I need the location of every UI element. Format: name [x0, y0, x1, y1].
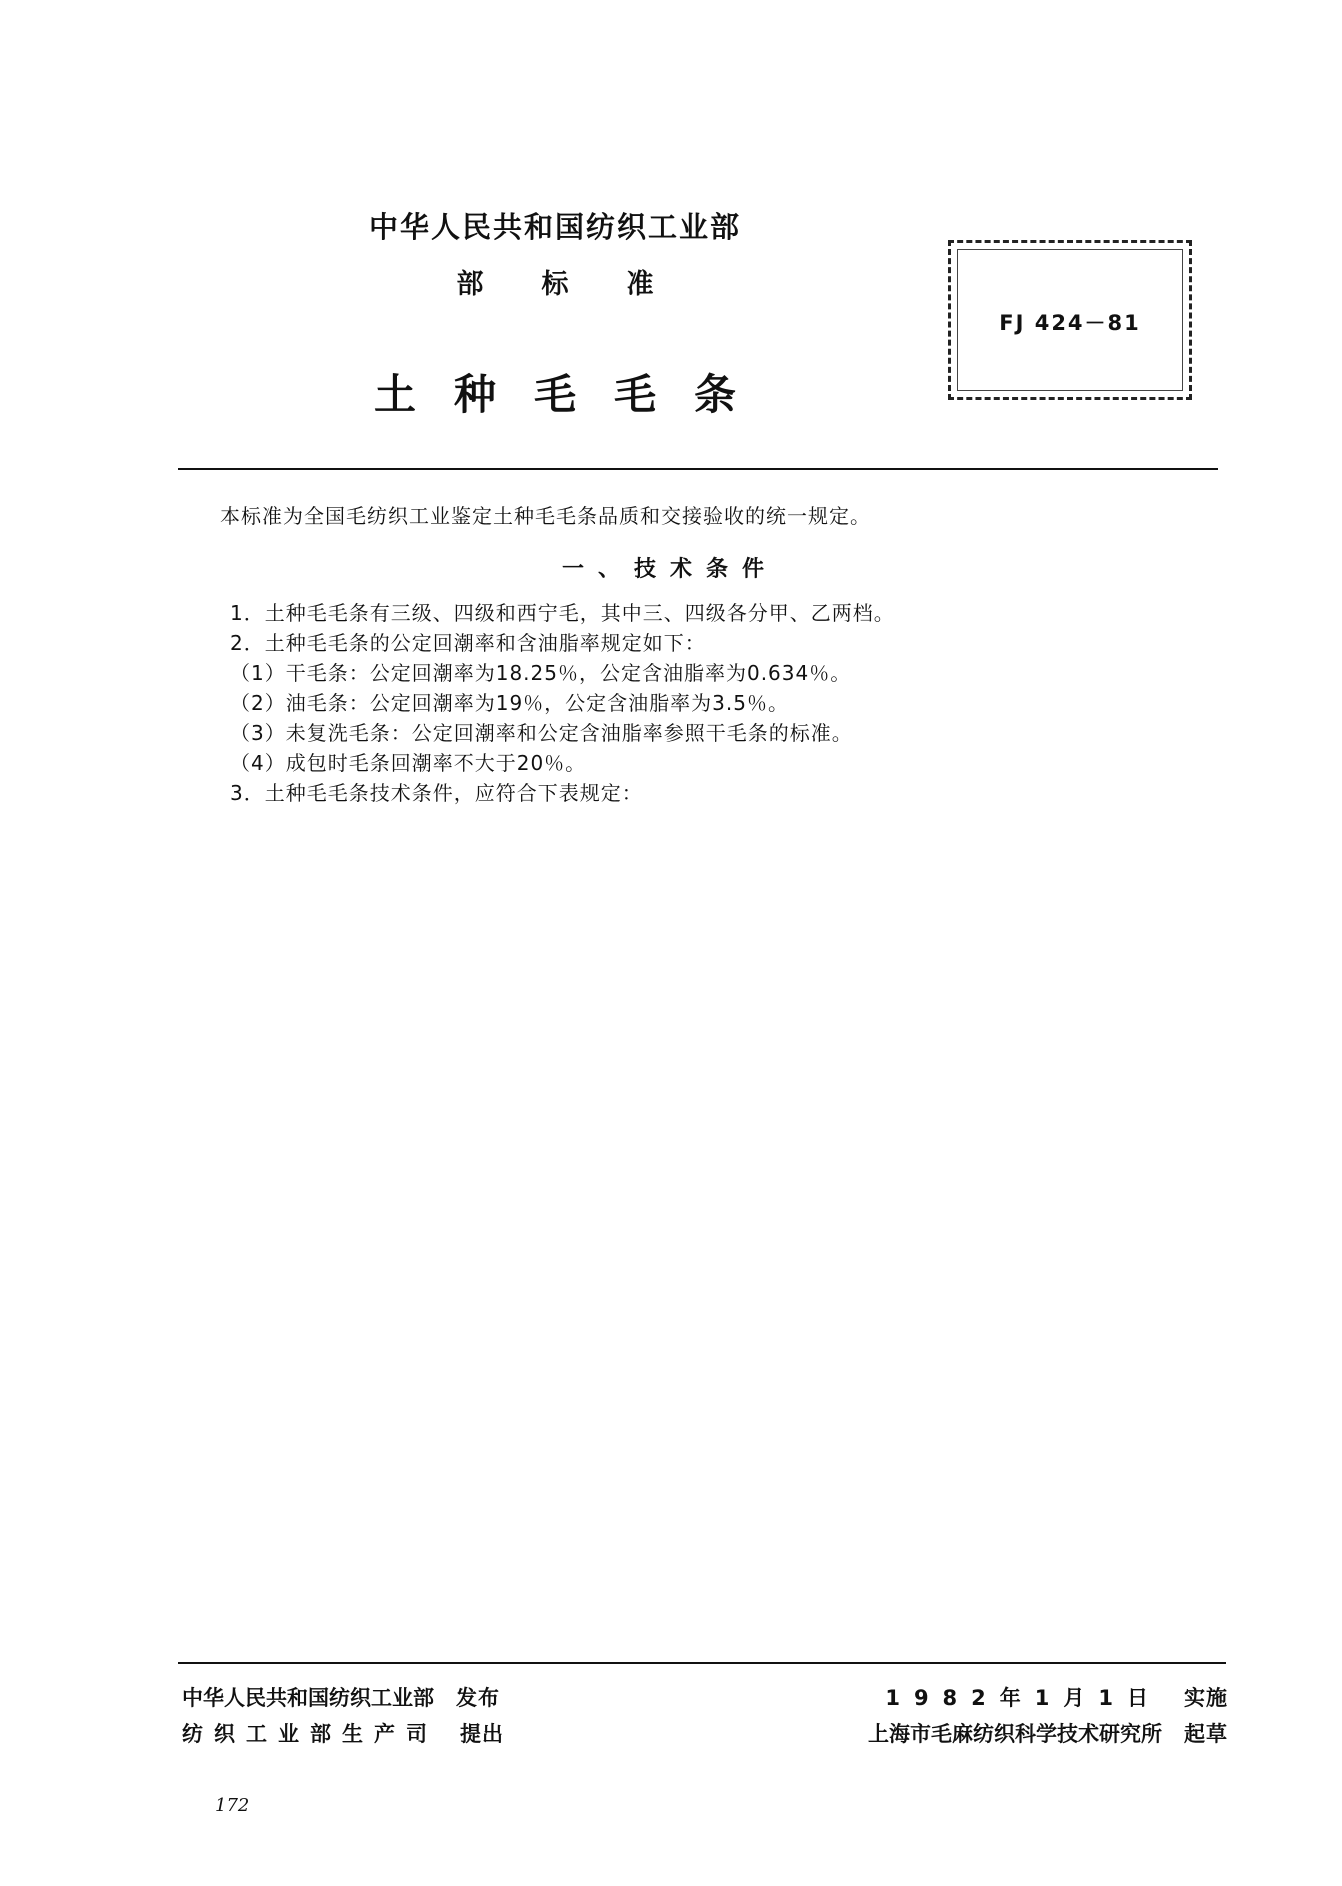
drafter-action: 起草	[1184, 1722, 1228, 1746]
effective-row	[826, 1680, 1228, 1716]
issuer-name: 中华人民共和国纺织工业部	[182, 1686, 434, 1710]
drafter-name: 上海市毛麻纺织科学技术研究所	[868, 1722, 1162, 1746]
header-divider	[178, 468, 1218, 470]
issuer-action: 发布	[456, 1686, 500, 1710]
clause-item: 3．土种毛毛条技术条件，应符合下表规定：	[230, 781, 643, 805]
clause-item: 1．土种毛毛条有三级、四级和西宁毛，其中三、四级各分甲、乙两档。	[230, 601, 895, 625]
drafter-row	[826, 1716, 1228, 1752]
proposer-action: 提出	[460, 1722, 504, 1746]
ministry-name: 中华人民共和国纺织工业部	[368, 210, 741, 244]
clause-item: （2）油毛条：公定回潮率为19％，公定含油脂率为3.5％。	[230, 691, 789, 715]
proposer-row	[182, 1716, 504, 1752]
page-number: 172	[215, 1795, 250, 1816]
standard-code-box	[948, 240, 1192, 400]
clause-list	[230, 598, 895, 808]
standard-code: FJ 424－81	[999, 311, 1141, 335]
clause-item: （4）成包时毛条回潮率不大于20％。	[230, 751, 587, 775]
intro-paragraph: 本标准为全国毛纺织工业鉴定土种毛毛条品质和交接验收的统一规定。	[220, 504, 871, 528]
effective-date: 1982年1月1日	[885, 1686, 1162, 1710]
standard-type: 部标准	[456, 269, 712, 300]
document-title: 土种毛毛条	[373, 370, 774, 419]
proposer-name: 纺织工业部生产司	[182, 1722, 438, 1746]
issuer-row	[182, 1680, 504, 1716]
clause-item: （3）未复洗毛条：公定回潮率和公定含油脂率参照干毛条的标准。	[230, 721, 853, 745]
footer-divider	[178, 1662, 1226, 1664]
section-heading: 一、技术条件	[561, 557, 778, 582]
footer-right-block	[826, 1680, 1228, 1752]
effective-action: 实施	[1184, 1686, 1228, 1710]
clause-item: （1）干毛条：公定回潮率为18.25％，公定含油脂率为0.634％。	[230, 661, 852, 685]
clause-item: 2．土种毛毛条的公定回潮率和含油脂率规定如下：	[230, 631, 706, 655]
footer-left-block	[182, 1680, 504, 1752]
